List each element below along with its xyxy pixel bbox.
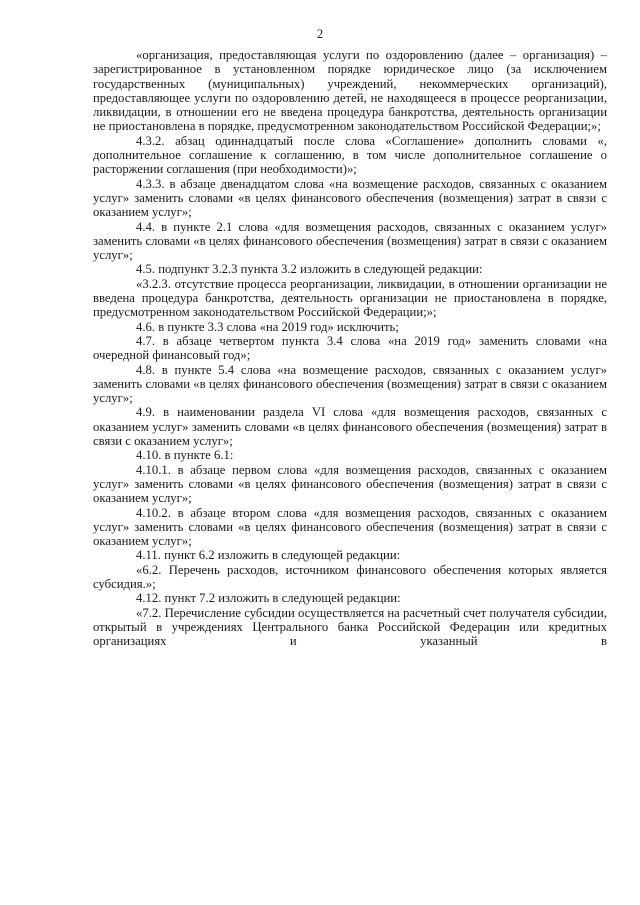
paragraph-4-10-1: 4.10.1. в абзаце первом слова «для возмещения расходов, связанных с оказанием услуг» заменить словами «в целях финансового обеспечения (возмещения) затрат в связи с оказанием услуг»;	[93, 462, 607, 506]
document-body	[93, 48, 607, 648]
paragraph-6-2-quote: «6.2. Перечень расходов, источником финансового обеспечения которых является субсидия.»;	[93, 562, 607, 591]
paragraph-4-7: 4.7. в абзаце четвертом пункта 3.4 слова «на 2019 год» заменить словами «на очередной финансовый год»;	[93, 333, 607, 363]
paragraph-4-8: 4.8. в пункте 5.4 слова «на возмещение расходов, связанных с оказанием услуг» заменить словами «в целях финансового обеспечения (возмещения) затрат в связи с оказанием услуг»;	[93, 362, 607, 406]
paragraph-4-4: 4.4. в пункте 2.1 слова «для возмещения расходов, связанных с оказанием услуг» заменить словами «в целях финансового обеспечения (возмещения) затрат в связи с оказанием услуг»;	[93, 219, 607, 263]
paragraph-4-11: 4.11. пункт 6.2 изложить в следующей редакции:	[136, 548, 401, 563]
paragraph-4-6: 4.6. в пункте 3.3 слова «на 2019 год» исключить;	[136, 319, 399, 334]
paragraph-4-10: 4.10. в пункте 6.1:	[136, 448, 234, 463]
paragraph-4-3-3: 4.3.3. в абзаце двенадцатом слова «на возмещение расходов, связанных с оказанием услуг» заменить словами «в целях финансового обеспечения (возмещения) затрат в связи с оказанием услуг»;	[93, 176, 607, 220]
paragraph-4-10-2: 4.10.2. в абзаце втором слова «для возмещения расходов, связанных с оказанием услуг» заменить словами «в целях финансового обеспечения (возмещения) затрат в связи с оказанием услуг»;	[93, 505, 607, 549]
paragraph-4-3-2: 4.3.2. абзац одиннадцатый после слова «Соглашение» дополнить словами «, дополнительное соглашение к соглашению, в том числе дополнительное соглашение о расторжении соглашения (при необходимости)»;	[93, 133, 607, 177]
paragraph-4-9: 4.9. в наименовании раздела VI слова «для возмещения расходов, связанных с оказанием услуг» заменить словами «в целях финансового обеспечения (возмещения) затрат в связи с оказанием услуг»;	[93, 405, 607, 449]
paragraph-definition: «организация, предоставляющая услуги по оздоровлению (далее – организация) – зарегистрированное в установленном порядке юридическое лицо (за исключением государственных (муниципальных) учреждений, некоммерческих организаций), предоставляющее услуги по оздоровлению детей, не находящееся в процессе реорганизации, ликвидации, в отношении его не введена процедура банкротства, деятельность организации не приостановлена в порядке, предусмотренном законодательством Российской Федерации;»;	[93, 48, 607, 134]
paragraph-3-2-3-quote: «3.2.3. отсутствие процесса реорганизации, ликвидации, в отношении организации не введена процедура банкротства, деятельность организации не приостановлена в порядке, предусмотренном законодательством Российской Федерации;»;	[93, 276, 607, 320]
paragraph-4-12: 4.12. пункт 7.2 изложить в следующей редакции:	[136, 591, 401, 606]
page-number: 2	[316, 27, 324, 41]
paragraph-4-5: 4.5. подпункт 3.2.3 пункта 3.2 изложить в следующей редакции:	[136, 262, 483, 277]
paragraph-7-2-quote: «7.2. Перечисление субсидии осуществляется на расчетный счет получателя субсидии, открытый в учреждениях Центрального банка Российской Федерации или кредитных организациях и указанный в	[93, 605, 607, 649]
